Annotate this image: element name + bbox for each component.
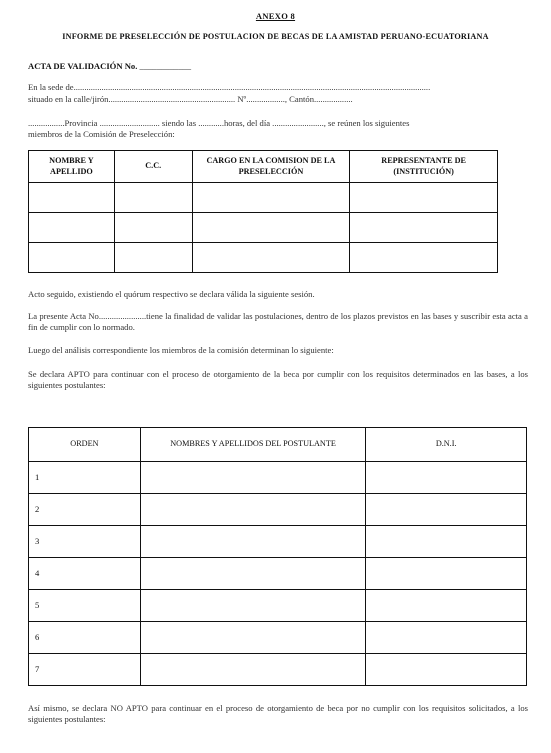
table-cell <box>140 558 366 590</box>
line-miembros: miembros de la Comisión de Preselección: <box>28 129 175 139</box>
table-cell <box>192 243 350 273</box>
order-cell: 4 <box>29 558 141 590</box>
table-cell <box>29 213 115 243</box>
table-cell <box>192 183 350 213</box>
table-row <box>29 462 527 494</box>
order-cell: 1 <box>29 462 141 494</box>
header-representante: REPRESENTANTE DE (INSTITUCIÓN) <box>350 151 498 183</box>
order-cell: 7 <box>29 654 141 686</box>
acta-validacion <box>28 61 191 72</box>
table-cell <box>140 462 366 494</box>
paragraph-quorum: Acto seguido, existiendo el quórum respectivo se declara válida la siguiente sesión. <box>28 289 315 299</box>
table-cell <box>140 654 366 686</box>
table-cell <box>366 558 527 590</box>
table-cell <box>366 462 527 494</box>
paragraph-acta-finalidad: La presente Acta No......................tiene la finalidad de validar las postulaciones, dentro de los plazos previstos en las bases y suscribir esta acta a fin de cumplir con lo normado. <box>28 311 528 332</box>
line-situado: situado en la calle/jirón........................................................... Nº.................., Cantón.................. <box>28 94 353 104</box>
header-nombre: NOMBRE Y APELLIDO <box>29 151 115 183</box>
applicants-header-row <box>29 428 527 462</box>
table-cell <box>366 590 527 622</box>
line-provincia: .................Provincia ............................ siendo las ............horas, del día ........................, se reúnen los siguientes <box>28 118 410 128</box>
table-row <box>29 590 527 622</box>
annex-title: ANEXO 8 <box>255 11 296 21</box>
table-cell <box>29 183 115 213</box>
table-cell <box>140 622 366 654</box>
acta-blank: ____________ <box>139 61 192 71</box>
header-cargo: CARGO EN LA COMISION DE LA PRESELECCIÓN <box>192 151 350 183</box>
table-row <box>29 654 527 686</box>
table-cell <box>366 526 527 558</box>
order-cell: 3 <box>29 526 141 558</box>
table-cell <box>140 526 366 558</box>
table-cell <box>192 213 350 243</box>
document-title: INFORME DE PRESELECCIÓN DE POSTULACION DE BECAS DE LA AMISTAD PERUANO-ECUATORIANA <box>62 32 489 41</box>
table-cell <box>114 183 192 213</box>
table-row <box>29 558 527 590</box>
order-cell: 6 <box>29 622 141 654</box>
table-cell <box>114 243 192 273</box>
table-cell <box>366 622 527 654</box>
header-nombres: NOMBRES Y APELLIDOS DEL POSTULANTE <box>140 428 366 462</box>
table-cell <box>350 213 498 243</box>
table-row <box>29 494 527 526</box>
table-row <box>29 213 498 243</box>
table-cell <box>366 654 527 686</box>
header-cc: C.C. <box>114 151 192 183</box>
header-dni: D.N.I. <box>366 428 527 462</box>
order-cell: 2 <box>29 494 141 526</box>
commission-table <box>28 150 498 273</box>
paragraph-apto: Se declara APTO para continuar con el proceso de otorgamiento de la beca por cumplir con los requisitos determinados en las bases, a los siguientes postulantes: <box>28 369 528 390</box>
table-row <box>29 622 527 654</box>
paragraph-analisis: Luego del análisis correspondiente los miembros de la comisión determinan lo siguiente: <box>28 345 334 355</box>
table-row <box>29 526 527 558</box>
applicants-table <box>28 427 527 686</box>
table-cell <box>140 590 366 622</box>
table-cell <box>350 183 498 213</box>
header-orden: ORDEN <box>29 428 141 462</box>
table-cell <box>114 213 192 243</box>
order-cell: 5 <box>29 590 141 622</box>
commission-header-row <box>29 151 498 183</box>
table-cell <box>29 243 115 273</box>
table-row <box>29 183 498 213</box>
acta-label: ACTA DE VALIDACIÓN No. <box>28 61 138 71</box>
line-sede: En la sede de...................................................................................................................................................................... <box>28 82 431 92</box>
table-cell <box>350 243 498 273</box>
table-row <box>29 243 498 273</box>
table-cell <box>140 494 366 526</box>
table-cell <box>366 494 527 526</box>
paragraph-no-apto: Así mismo, se declara NO APTO para continuar en el proceso de otorgamiento de beca por no cumplir con los requisitos solicitados, a los siguientes postulantes: <box>28 703 528 724</box>
